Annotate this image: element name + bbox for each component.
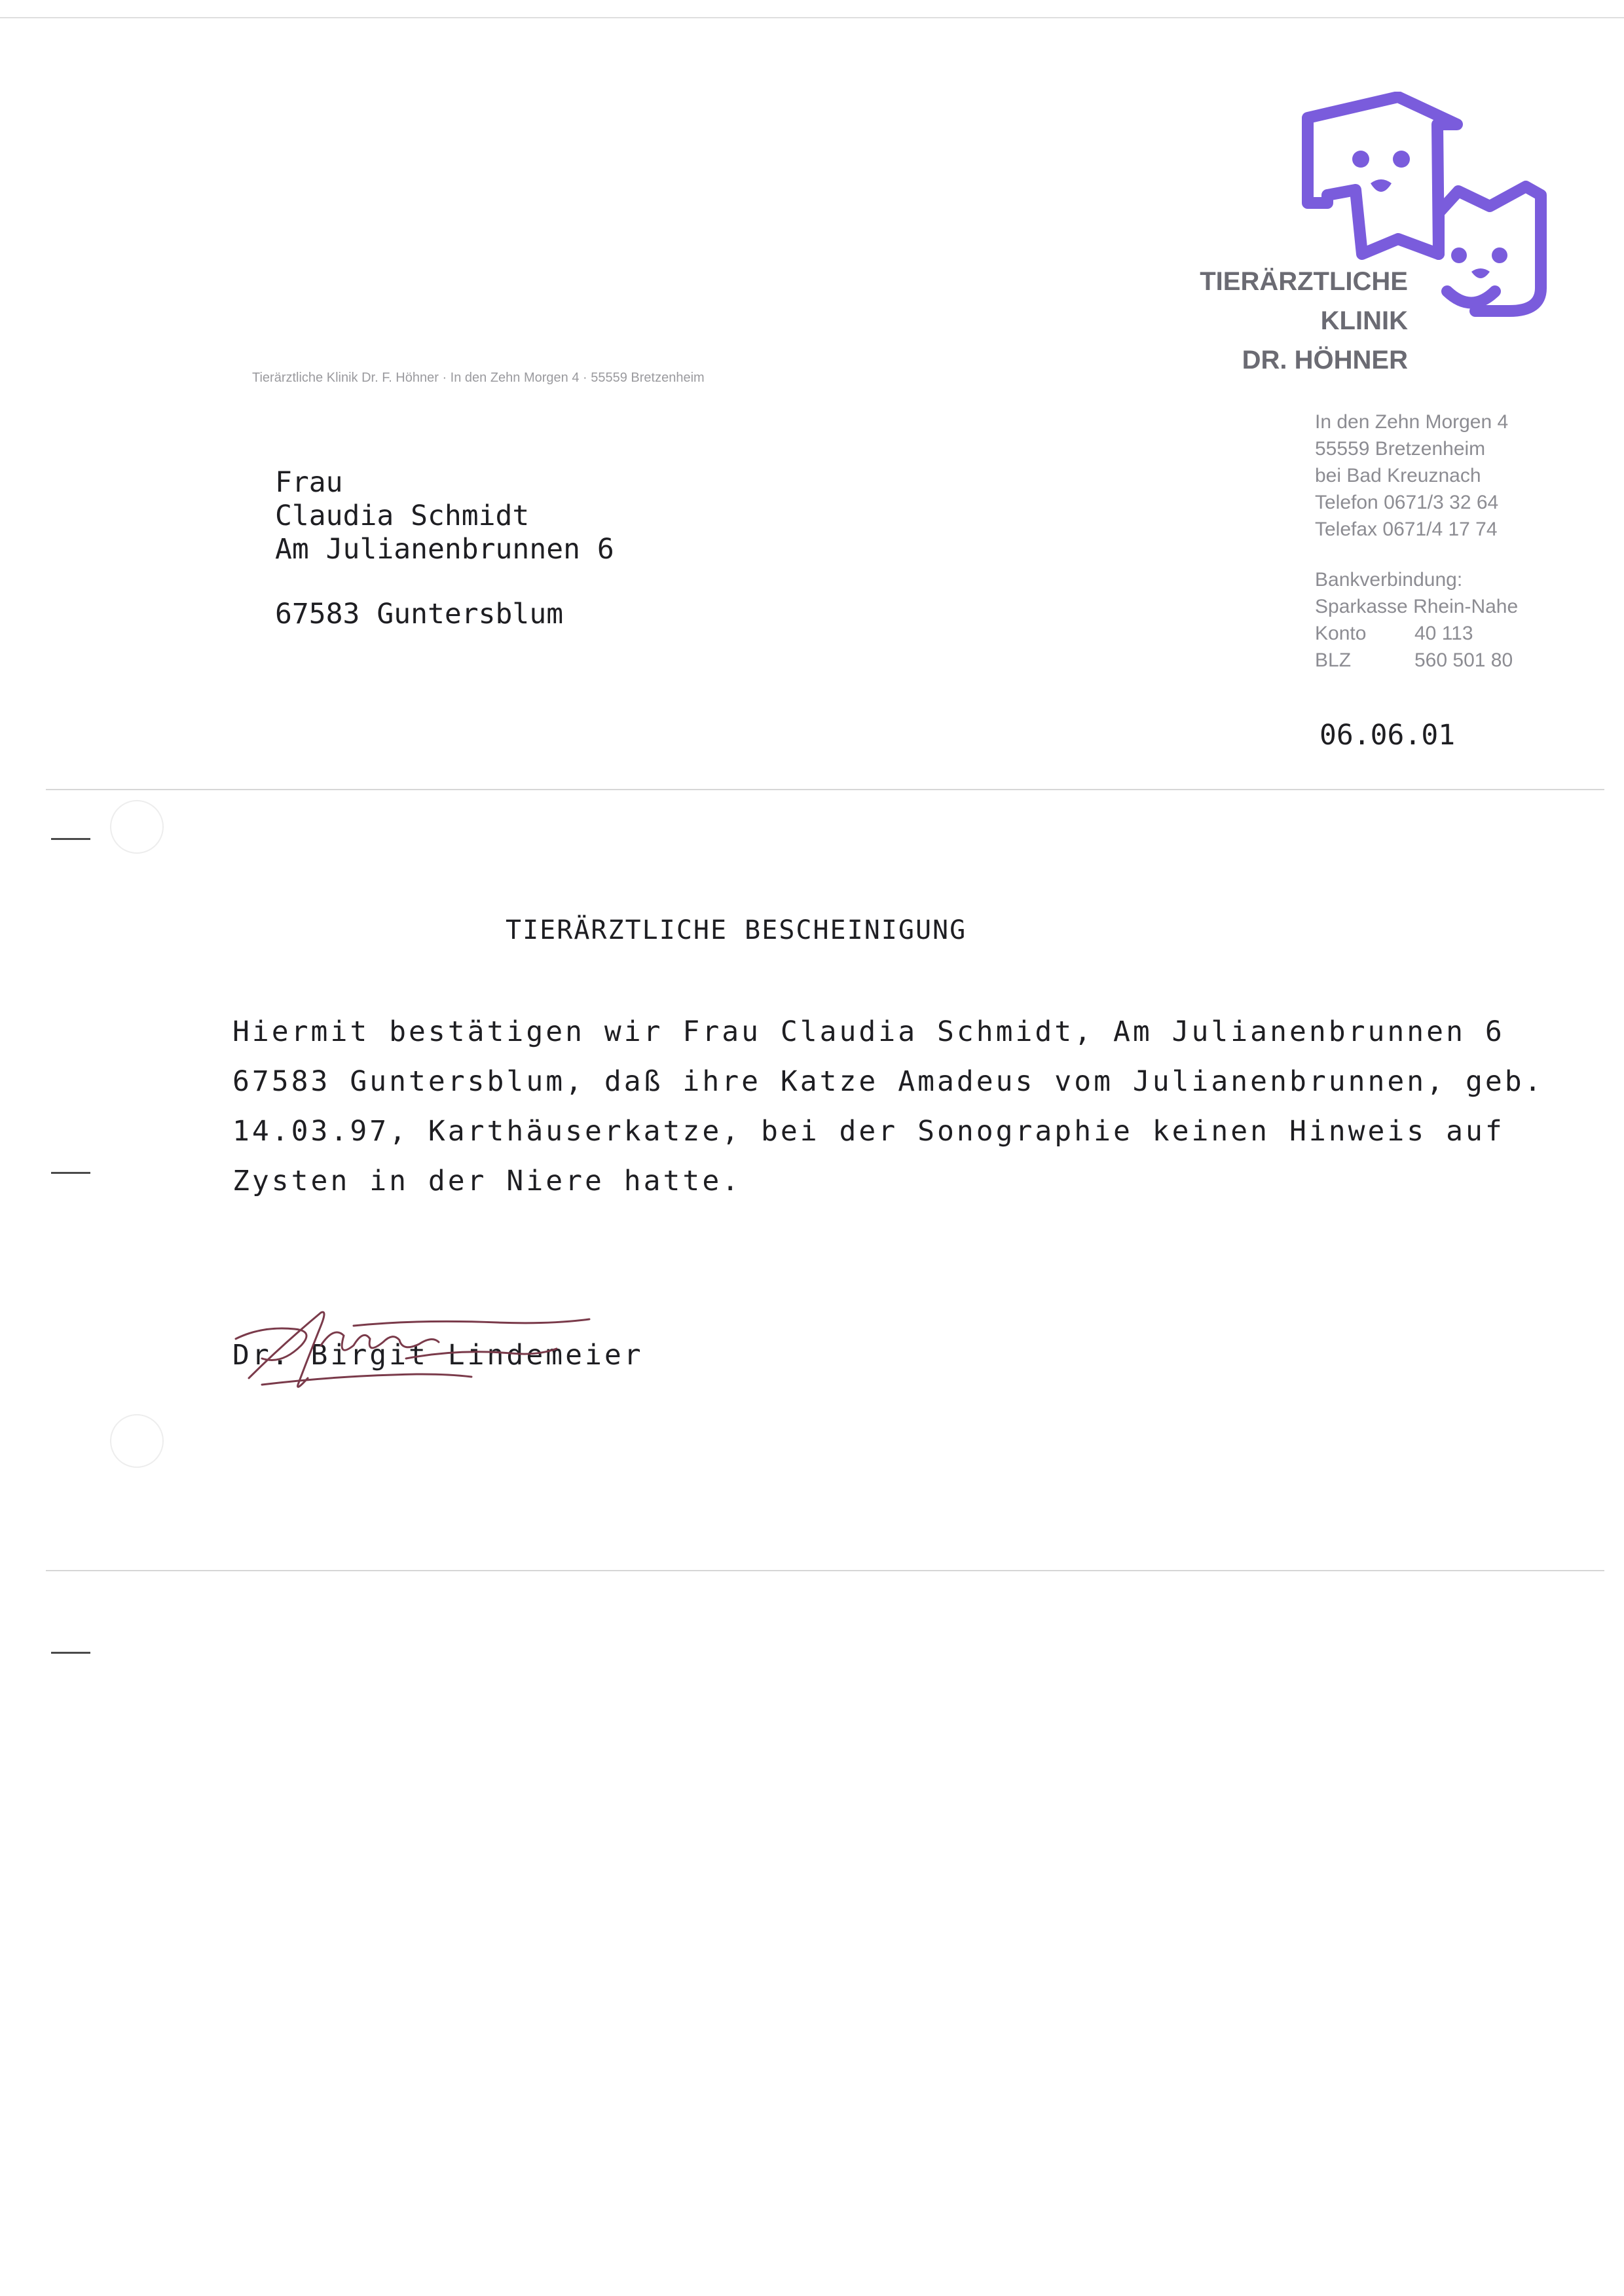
body-line: Zysten in der Niere hatte. bbox=[232, 1165, 742, 1197]
bank-name: Sparkasse Rhein-Nahe bbox=[1315, 596, 1519, 617]
clinic-name-line: TIERÄRZTLICHE bbox=[1200, 267, 1408, 296]
konto-value: 40 113 bbox=[1414, 623, 1473, 644]
recipient-zip-city: 67583 Guntersblum bbox=[275, 598, 564, 630]
certificate-body bbox=[232, 1007, 1581, 1206]
contact-line: bei Bad Kreuznach bbox=[1315, 465, 1481, 486]
blz-value: 560 501 80 bbox=[1414, 649, 1513, 671]
punch-hole-shadow bbox=[110, 1414, 164, 1468]
handwritten-signature bbox=[223, 1300, 596, 1398]
bank-account bbox=[1315, 620, 1518, 647]
blz-label: BLZ bbox=[1315, 649, 1352, 671]
recipient-street: Am Julianenbrunnen 6 bbox=[275, 533, 614, 566]
konto-label: Konto bbox=[1315, 623, 1367, 644]
recipient-salutation: Frau bbox=[275, 466, 343, 499]
body-line: 14.03.97, Karthäuserkatze, bei der Sonographie keinen Hinweis auf bbox=[232, 1115, 1505, 1148]
contact-phone: Telefon 0671/3 32 64 bbox=[1315, 492, 1499, 513]
letter-date: 06.06.01 bbox=[1320, 719, 1456, 752]
fold-mark bbox=[51, 1652, 90, 1654]
body-line: 67583 Guntersblum, daß ihre Katze Amadeus vom Julianenbrunnen, geb. bbox=[232, 1065, 1544, 1098]
clinic-name bbox=[1200, 262, 1408, 380]
bank-title: Bankverbindung: bbox=[1315, 569, 1463, 591]
body-line: Hiermit bestätigen wir Frau Claudia Schmidt, Am Julianenbrunnen 6 bbox=[232, 1015, 1505, 1048]
contact-fax: Telefax 0671/4 17 74 bbox=[1315, 519, 1498, 540]
punch-hole-shadow bbox=[110, 800, 164, 854]
signer-name: Dr. Birgit Lindemeier bbox=[232, 1339, 644, 1372]
document-title: TIERÄRZTLICHE BESCHEINIGUNG bbox=[506, 915, 967, 945]
contact-line: 55559 Bretzenheim bbox=[1315, 438, 1486, 460]
fold-mark bbox=[51, 838, 90, 840]
recipient-address bbox=[275, 466, 614, 631]
clinic-name-line: KLINIK bbox=[1320, 306, 1408, 335]
clinic-contact-block bbox=[1315, 409, 1518, 674]
fold-line bbox=[46, 1570, 1604, 1571]
recipient-name: Claudia Schmidt bbox=[275, 500, 530, 532]
contact-line: In den Zehn Morgen 4 bbox=[1315, 411, 1509, 433]
fold-line bbox=[46, 789, 1604, 790]
scan-top-edge bbox=[0, 17, 1624, 18]
clinic-name-line: DR. HÖHNER bbox=[1242, 346, 1408, 374]
bank-code bbox=[1315, 647, 1518, 674]
punch-mark bbox=[51, 1172, 90, 1174]
sender-return-address: Tierärztliche Klinik Dr. F. Höhner · In den Zehn Morgen 4 · 55559 Bretzenheim bbox=[252, 371, 705, 385]
